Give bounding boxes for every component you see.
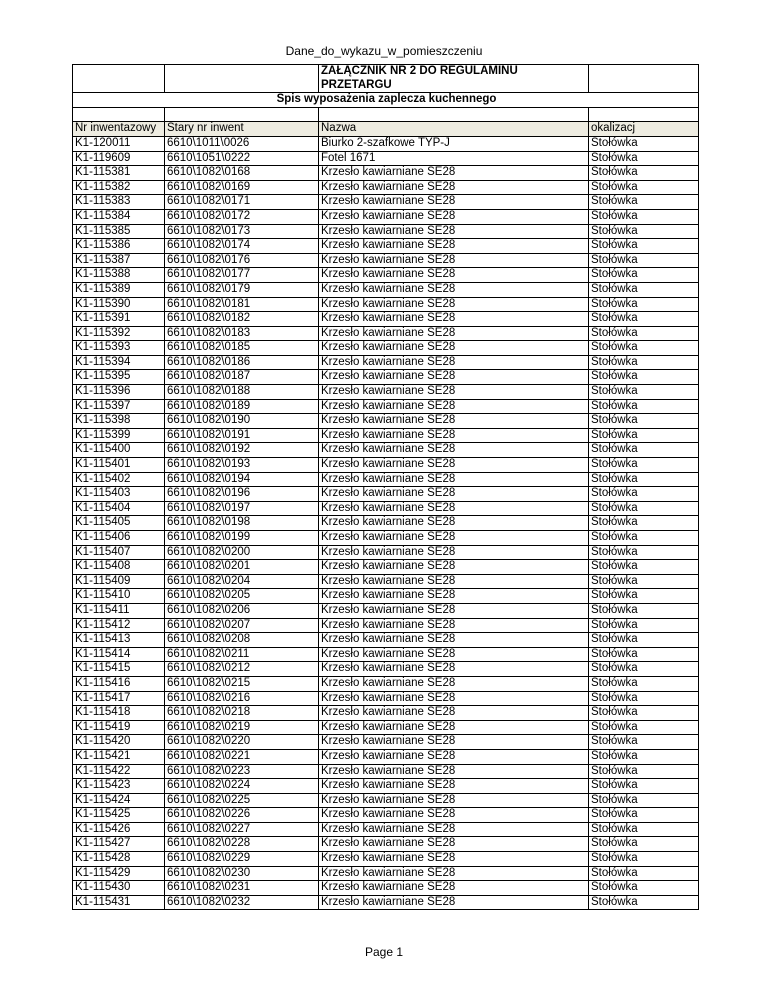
inventory-number-cell: K1-115431 <box>73 895 165 910</box>
old-inventory-number-cell: 6610\1082\0188 <box>165 385 319 400</box>
empty-cell <box>589 65 699 93</box>
old-inventory-number-cell: 6610\1082\0224 <box>165 779 319 794</box>
item-name-cell: Krzesło kawiarniane SE28 <box>319 531 589 546</box>
old-inventory-number-cell: 6610\1082\0185 <box>165 341 319 356</box>
old-inventory-number-cell: 6610\1082\0204 <box>165 574 319 589</box>
table-row <box>73 370 699 385</box>
table-row <box>73 239 699 254</box>
table-row <box>73 545 699 560</box>
table-row <box>73 282 699 297</box>
inventory-number-cell: K1-115422 <box>73 764 165 779</box>
table-row <box>73 633 699 648</box>
inventory-number-cell: K1-115382 <box>73 180 165 195</box>
table-row <box>73 385 699 400</box>
location-cell: Stołówka <box>589 166 699 181</box>
item-name-cell: Krzesło kawiarniane SE28 <box>319 560 589 575</box>
old-inventory-number-cell: 6610\1082\0200 <box>165 545 319 560</box>
item-name-cell: Krzesło kawiarniane SE28 <box>319 297 589 312</box>
location-cell: Stołówka <box>589 589 699 604</box>
old-inventory-number-cell: 6610\1082\0219 <box>165 720 319 735</box>
item-name-cell: Krzesło kawiarniane SE28 <box>319 662 589 677</box>
inventory-number-cell: K1-115405 <box>73 516 165 531</box>
item-name-cell: Krzesło kawiarniane SE28 <box>319 224 589 239</box>
location-cell: Stołówka <box>589 764 699 779</box>
old-inventory-number-cell: 6610\1082\0171 <box>165 195 319 210</box>
item-name-cell: Krzesło kawiarniane SE28 <box>319 822 589 837</box>
column-header-row <box>73 122 699 137</box>
table-row <box>73 472 699 487</box>
inventory-number-cell: K1-115402 <box>73 472 165 487</box>
old-inventory-number-cell: 6610\1082\0225 <box>165 793 319 808</box>
location-cell: Stołówka <box>589 151 699 166</box>
item-name-cell: Krzesło kawiarniane SE28 <box>319 881 589 896</box>
inventory-number-cell: K1-115401 <box>73 458 165 473</box>
inventory-number-cell: K1-115386 <box>73 239 165 254</box>
old-inventory-number-cell: 6610\1082\0216 <box>165 691 319 706</box>
table-row <box>73 574 699 589</box>
old-inventory-number-cell: 6610\1082\0199 <box>165 531 319 546</box>
inventory-number-cell: K1-115419 <box>73 720 165 735</box>
location-cell: Stołówka <box>589 501 699 516</box>
old-inventory-number-cell: 6610\1082\0176 <box>165 253 319 268</box>
item-name-cell: Krzesło kawiarniane SE28 <box>319 458 589 473</box>
table-row <box>73 443 699 458</box>
location-cell: Stołówka <box>589 136 699 151</box>
old-inventory-number-cell: 6610\1082\0183 <box>165 326 319 341</box>
old-inventory-number-cell: 6610\1082\0229 <box>165 852 319 867</box>
location-cell: Stołówka <box>589 574 699 589</box>
item-name-cell: Krzesło kawiarniane SE28 <box>319 895 589 910</box>
table-row <box>73 297 699 312</box>
inventory-number-cell: K1-115396 <box>73 385 165 400</box>
inventory-number-cell: K1-115383 <box>73 195 165 210</box>
item-name-cell: Krzesło kawiarniane SE28 <box>319 501 589 516</box>
location-cell: Stołówka <box>589 603 699 618</box>
inventory-number-cell: K1-115423 <box>73 779 165 794</box>
table-row <box>73 487 699 502</box>
item-name-cell: Biurko 2-szafkowe TYP-J <box>319 136 589 151</box>
item-name-cell: Krzesło kawiarniane SE28 <box>319 545 589 560</box>
item-name-cell: Krzesło kawiarniane SE28 <box>319 808 589 823</box>
location-cell: Stołówka <box>589 866 699 881</box>
inventory-number-cell: K1-115392 <box>73 326 165 341</box>
table-row <box>73 458 699 473</box>
table-row <box>73 764 699 779</box>
empty-cell <box>319 107 589 122</box>
old-inventory-number-cell: 6610\1082\0227 <box>165 822 319 837</box>
inventory-number-cell: K1-115430 <box>73 881 165 896</box>
table-row <box>73 808 699 823</box>
old-inventory-number-cell: 6610\1082\0179 <box>165 282 319 297</box>
item-name-cell: Krzesło kawiarniane SE28 <box>319 355 589 370</box>
old-inventory-number-cell: 6610\1082\0230 <box>165 866 319 881</box>
table-row <box>73 399 699 414</box>
item-name-cell: Krzesło kawiarniane SE28 <box>319 268 589 283</box>
old-inventory-number-cell: 6610\1082\0194 <box>165 472 319 487</box>
item-name-cell: Krzesło kawiarniane SE28 <box>319 282 589 297</box>
location-cell: Stołówka <box>589 224 699 239</box>
inventory-number-cell: K1-115395 <box>73 370 165 385</box>
item-name-cell: Krzesło kawiarniane SE28 <box>319 603 589 618</box>
old-inventory-number-cell: 6610\1082\0201 <box>165 560 319 575</box>
item-name-cell: Krzesło kawiarniane SE28 <box>319 720 589 735</box>
item-name-cell: Krzesło kawiarniane SE28 <box>319 166 589 181</box>
inventory-number-cell: K1-115388 <box>73 268 165 283</box>
table-row <box>73 691 699 706</box>
inventory-number-cell: K1-115416 <box>73 676 165 691</box>
location-cell: Stołówka <box>589 195 699 210</box>
location-cell: Stołówka <box>589 822 699 837</box>
table-row <box>73 195 699 210</box>
column-header-location: okalizacj <box>589 122 699 137</box>
table-row <box>73 837 699 852</box>
annex-row <box>73 65 699 93</box>
location-cell: Stołówka <box>589 209 699 224</box>
inventory-number-cell: K1-115418 <box>73 706 165 721</box>
inventory-number-cell: K1-115391 <box>73 312 165 327</box>
location-cell: Stołówka <box>589 443 699 458</box>
location-cell: Stołówka <box>589 808 699 823</box>
inventory-number-cell: K1-115397 <box>73 399 165 414</box>
location-cell: Stołówka <box>589 633 699 648</box>
item-name-cell: Krzesło kawiarniane SE28 <box>319 647 589 662</box>
item-name-cell: Krzesło kawiarniane SE28 <box>319 180 589 195</box>
location-cell: Stołówka <box>589 793 699 808</box>
old-inventory-number-cell: 6610\1082\0208 <box>165 633 319 648</box>
inventory-number-cell: K1-115420 <box>73 735 165 750</box>
old-inventory-number-cell: 6610\1082\0218 <box>165 706 319 721</box>
table-row <box>73 516 699 531</box>
inventory-number-cell: K1-115408 <box>73 560 165 575</box>
table-row <box>73 706 699 721</box>
table-row <box>73 735 699 750</box>
location-cell: Stołówka <box>589 895 699 910</box>
inventory-number-cell: K1-115425 <box>73 808 165 823</box>
old-inventory-number-cell: 6610\1082\0182 <box>165 312 319 327</box>
table-row <box>73 676 699 691</box>
old-inventory-number-cell: 6610\1011\0026 <box>165 136 319 151</box>
location-cell: Stołówka <box>589 458 699 473</box>
location-cell: Stołówka <box>589 531 699 546</box>
location-cell: Stołówka <box>589 706 699 721</box>
old-inventory-number-cell: 6610\1082\0215 <box>165 676 319 691</box>
inventory-number-cell: K1-115403 <box>73 487 165 502</box>
location-cell: Stołówka <box>589 691 699 706</box>
table-row <box>73 209 699 224</box>
item-name-cell: Krzesło kawiarniane SE28 <box>319 385 589 400</box>
item-name-cell: Krzesło kawiarniane SE28 <box>319 633 589 648</box>
old-inventory-number-cell: 6610\1082\0169 <box>165 180 319 195</box>
table-row <box>73 720 699 735</box>
location-cell: Stołówka <box>589 253 699 268</box>
table-row <box>73 779 699 794</box>
inventory-number-cell: K1-115424 <box>73 793 165 808</box>
list-title-row <box>73 93 699 108</box>
old-inventory-number-cell: 6610\1082\0177 <box>165 268 319 283</box>
item-name-cell: Krzesło kawiarniane SE28 <box>319 618 589 633</box>
location-cell: Stołówka <box>589 516 699 531</box>
inventory-table <box>72 64 699 910</box>
column-header-old-inventory: Stary nr inwent <box>165 122 319 137</box>
location-cell: Stołówka <box>589 560 699 575</box>
page-header: Dane_do_wykazu_w_pomieszczeniu <box>285 44 483 58</box>
item-name-cell: Krzesło kawiarniane SE28 <box>319 326 589 341</box>
table-row <box>73 312 699 327</box>
location-cell: Stołówka <box>589 618 699 633</box>
location-cell: Stołówka <box>589 837 699 852</box>
inventory-number-cell: K1-115407 <box>73 545 165 560</box>
location-cell: Stołówka <box>589 487 699 502</box>
table-row <box>73 881 699 896</box>
inventory-number-cell: K1-115400 <box>73 443 165 458</box>
old-inventory-number-cell: 6610\1082\0190 <box>165 414 319 429</box>
location-cell: Stołówka <box>589 385 699 400</box>
old-inventory-number-cell: 6610\1082\0186 <box>165 355 319 370</box>
location-cell: Stołówka <box>589 428 699 443</box>
item-name-cell: Krzesło kawiarniane SE28 <box>319 399 589 414</box>
empty-cell <box>165 107 319 122</box>
item-name-cell: Krzesło kawiarniane SE28 <box>319 209 589 224</box>
item-name-cell: Krzesło kawiarniane SE28 <box>319 676 589 691</box>
item-name-cell: Krzesło kawiarniane SE28 <box>319 837 589 852</box>
inventory-number-cell: K1-115415 <box>73 662 165 677</box>
empty-cell <box>73 107 165 122</box>
location-cell: Stołówka <box>589 239 699 254</box>
table-row <box>73 531 699 546</box>
old-inventory-number-cell: 6610\1082\0197 <box>165 501 319 516</box>
old-inventory-number-cell: 6610\1082\0206 <box>165 603 319 618</box>
inventory-number-cell: K1-115409 <box>73 574 165 589</box>
location-cell: Stołówka <box>589 312 699 327</box>
inventory-number-cell: K1-120011 <box>73 136 165 151</box>
item-name-cell: Krzesło kawiarniane SE28 <box>319 706 589 721</box>
location-cell: Stołówka <box>589 180 699 195</box>
table-row <box>73 822 699 837</box>
inventory-number-cell: K1-115393 <box>73 341 165 356</box>
item-name-cell: Krzesło kawiarniane SE28 <box>319 779 589 794</box>
inventory-number-cell: K1-115406 <box>73 531 165 546</box>
old-inventory-number-cell: 6610\1082\0231 <box>165 881 319 896</box>
table-row <box>73 180 699 195</box>
item-name-cell: Krzesło kawiarniane SE28 <box>319 239 589 254</box>
old-inventory-number-cell: 6610\1082\0212 <box>165 662 319 677</box>
location-cell: Stołówka <box>589 881 699 896</box>
location-cell: Stołówka <box>589 282 699 297</box>
inventory-number-cell: K1-115385 <box>73 224 165 239</box>
item-name-cell: Krzesło kawiarniane SE28 <box>319 195 589 210</box>
old-inventory-number-cell: 6610\1082\0220 <box>165 735 319 750</box>
table-row <box>73 326 699 341</box>
table-row <box>73 793 699 808</box>
location-cell: Stołówka <box>589 355 699 370</box>
table-row <box>73 414 699 429</box>
empty-cell <box>165 65 319 93</box>
item-name-cell: Krzesło kawiarniane SE28 <box>319 414 589 429</box>
inventory-number-cell: K1-115421 <box>73 749 165 764</box>
location-cell: Stołówka <box>589 749 699 764</box>
column-header-name: Nazwa <box>319 122 589 137</box>
location-cell: Stołówka <box>589 545 699 560</box>
old-inventory-number-cell: 6610\1082\0232 <box>165 895 319 910</box>
table-row <box>73 136 699 151</box>
old-inventory-number-cell: 6610\1082\0192 <box>165 443 319 458</box>
item-name-cell: Krzesło kawiarniane SE28 <box>319 793 589 808</box>
item-name-cell: Krzesło kawiarniane SE28 <box>319 749 589 764</box>
empty-cell <box>589 107 699 122</box>
item-name-cell: Fotel 1671 <box>319 151 589 166</box>
table-row <box>73 589 699 604</box>
page-footer: Page 1 <box>364 945 404 959</box>
inventory-number-cell: K1-115399 <box>73 428 165 443</box>
inventory-number-cell: K1-115428 <box>73 852 165 867</box>
inventory-number-cell: K1-115412 <box>73 618 165 633</box>
location-cell: Stołówka <box>589 472 699 487</box>
item-name-cell: Krzesło kawiarniane SE28 <box>319 487 589 502</box>
item-name-cell: Krzesło kawiarniane SE28 <box>319 516 589 531</box>
location-cell: Stołówka <box>589 268 699 283</box>
item-name-cell: Krzesło kawiarniane SE28 <box>319 764 589 779</box>
inventory-number-cell: K1-115413 <box>73 633 165 648</box>
inventory-number-cell: K1-115390 <box>73 297 165 312</box>
table-row <box>73 852 699 867</box>
location-cell: Stołówka <box>589 852 699 867</box>
old-inventory-number-cell: 6610\1082\0223 <box>165 764 319 779</box>
location-cell: Stołówka <box>589 399 699 414</box>
table-row <box>73 355 699 370</box>
inventory-number-cell: K1-115427 <box>73 837 165 852</box>
location-cell: Stołówka <box>589 297 699 312</box>
item-name-cell: Krzesło kawiarniane SE28 <box>319 472 589 487</box>
item-name-cell: Krzesło kawiarniane SE28 <box>319 589 589 604</box>
table-row <box>73 166 699 181</box>
item-name-cell: Krzesło kawiarniane SE28 <box>319 253 589 268</box>
old-inventory-number-cell: 6610\1082\0187 <box>165 370 319 385</box>
table-row <box>73 501 699 516</box>
inventory-number-cell: K1-115394 <box>73 355 165 370</box>
table-row <box>73 253 699 268</box>
table-row <box>73 341 699 356</box>
table-row <box>73 895 699 910</box>
item-name-cell: Krzesło kawiarniane SE28 <box>319 735 589 750</box>
inventory-number-cell: K1-115381 <box>73 166 165 181</box>
table-row <box>73 268 699 283</box>
inventory-number-cell: K1-115426 <box>73 822 165 837</box>
location-cell: Stołówka <box>589 779 699 794</box>
item-name-cell: Krzesło kawiarniane SE28 <box>319 428 589 443</box>
item-name-cell: Krzesło kawiarniane SE28 <box>319 370 589 385</box>
old-inventory-number-cell: 6610\1082\0173 <box>165 224 319 239</box>
table-row <box>73 866 699 881</box>
inventory-number-cell: K1-115404 <box>73 501 165 516</box>
item-name-cell: Krzesło kawiarniane SE28 <box>319 852 589 867</box>
item-name-cell: Krzesło kawiarniane SE28 <box>319 866 589 881</box>
item-name-cell: Krzesło kawiarniane SE28 <box>319 691 589 706</box>
inventory-number-cell: K1-115387 <box>73 253 165 268</box>
location-cell: Stołówka <box>589 735 699 750</box>
item-name-cell: Krzesło kawiarniane SE28 <box>319 574 589 589</box>
inventory-number-cell: K1-115389 <box>73 282 165 297</box>
old-inventory-number-cell: 6610\1051\0222 <box>165 151 319 166</box>
list-title: Spis wyposażenia zaplecza kuchennego <box>73 93 699 108</box>
table-row <box>73 224 699 239</box>
item-name-cell: Krzesło kawiarniane SE28 <box>319 312 589 327</box>
inventory-number-cell: K1-115414 <box>73 647 165 662</box>
table-row <box>73 603 699 618</box>
item-name-cell: Krzesło kawiarniane SE28 <box>319 443 589 458</box>
table-row <box>73 647 699 662</box>
old-inventory-number-cell: 6610\1082\0174 <box>165 239 319 254</box>
old-inventory-number-cell: 6610\1082\0221 <box>165 749 319 764</box>
location-cell: Stołówka <box>589 647 699 662</box>
old-inventory-number-cell: 6610\1082\0172 <box>165 209 319 224</box>
item-name-cell: Krzesło kawiarniane SE28 <box>319 341 589 356</box>
inventory-number-cell: K1-115411 <box>73 603 165 618</box>
table-row <box>73 749 699 764</box>
column-header-inventory: Nr inwentazowy <box>73 122 165 137</box>
table-row <box>73 428 699 443</box>
old-inventory-number-cell: 6610\1082\0189 <box>165 399 319 414</box>
location-cell: Stołówka <box>589 414 699 429</box>
old-inventory-number-cell: 6610\1082\0168 <box>165 166 319 181</box>
annex-title: ZAŁĄCZNIK NR 2 DO REGULAMINU PRZETARGU <box>319 65 589 93</box>
blank-row <box>73 107 699 122</box>
location-cell: Stołówka <box>589 676 699 691</box>
empty-cell <box>73 65 165 93</box>
old-inventory-number-cell: 6610\1082\0193 <box>165 458 319 473</box>
location-cell: Stołówka <box>589 326 699 341</box>
table-row <box>73 618 699 633</box>
location-cell: Stołówka <box>589 662 699 677</box>
old-inventory-number-cell: 6610\1082\0181 <box>165 297 319 312</box>
location-cell: Stołówka <box>589 370 699 385</box>
old-inventory-number-cell: 6610\1082\0211 <box>165 647 319 662</box>
inventory-number-cell: K1-115384 <box>73 209 165 224</box>
old-inventory-number-cell: 6610\1082\0196 <box>165 487 319 502</box>
old-inventory-number-cell: 6610\1082\0205 <box>165 589 319 604</box>
table-row <box>73 662 699 677</box>
old-inventory-number-cell: 6610\1082\0226 <box>165 808 319 823</box>
old-inventory-number-cell: 6610\1082\0207 <box>165 618 319 633</box>
inventory-number-cell: K1-115410 <box>73 589 165 604</box>
location-cell: Stołówka <box>589 720 699 735</box>
inventory-number-cell: K1-119609 <box>73 151 165 166</box>
old-inventory-number-cell: 6610\1082\0228 <box>165 837 319 852</box>
old-inventory-number-cell: 6610\1082\0198 <box>165 516 319 531</box>
inventory-number-cell: K1-115417 <box>73 691 165 706</box>
location-cell: Stołówka <box>589 341 699 356</box>
old-inventory-number-cell: 6610\1082\0191 <box>165 428 319 443</box>
table-row <box>73 560 699 575</box>
inventory-number-cell: K1-115398 <box>73 414 165 429</box>
table-row <box>73 151 699 166</box>
inventory-number-cell: K1-115429 <box>73 866 165 881</box>
